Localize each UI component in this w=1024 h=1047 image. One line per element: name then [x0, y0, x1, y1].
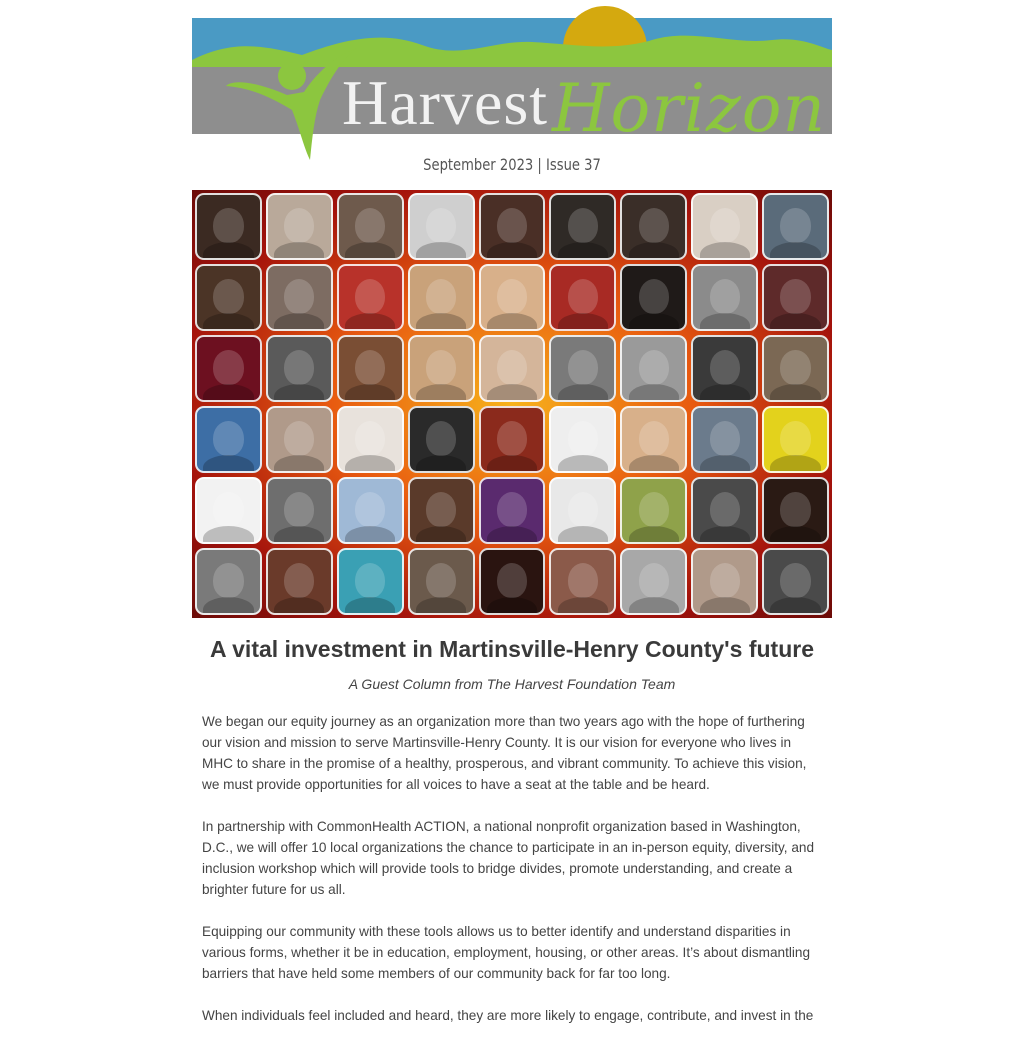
article-paragraph: We began our equity journey as an organization more than two years ago with the hope of furthering our vision and mission to serve Martinsville-Henry County. It is our vision for everyone who lives in MHC to share in the promise of a healthy, prosperous, and vibrant community. To achieve this vision, we must provide opportunities for all voices to have a seat at the table and be heard.: [202, 714, 807, 792]
portrait-photo: [549, 406, 616, 473]
portrait-photo: [620, 264, 687, 331]
portrait-photo: [762, 477, 829, 544]
portrait-photo: [762, 548, 829, 615]
portrait-photo: [195, 477, 262, 544]
portrait-photo: [479, 548, 546, 615]
portrait-photo: [762, 335, 829, 402]
figure-head-icon: [278, 62, 306, 90]
portrait-photo: [691, 477, 758, 544]
portrait-photo: [266, 335, 333, 402]
portrait-photo: [266, 264, 333, 331]
portrait-photo: [479, 406, 546, 473]
issue-date-line: September 2023 | Issue 37: [423, 155, 601, 174]
masthead-logo: [192, 0, 832, 185]
article-paragraph: Equipping our community with these tools allows us to better identify and understand disparities in various forms, whether it be in education, employment, housing, or other areas. It’s about dismantling barriers that have held some members of our community back for far too long.: [202, 924, 811, 981]
portrait-photo: [479, 264, 546, 331]
portrait-photo: [337, 477, 404, 544]
portrait-photo: [408, 406, 475, 473]
article-headline: A vital investment in Martinsville-Henry County's future: [209, 636, 814, 662]
portrait-photo: [549, 264, 616, 331]
portrait-photo: [691, 264, 758, 331]
portrait-photo: [408, 548, 475, 615]
article-body: [202, 711, 824, 1047]
portrait-photo: [620, 548, 687, 615]
portrait-photo: [337, 193, 404, 260]
portrait-photo: [195, 335, 262, 402]
brand-horizon-text: Horizon: [552, 70, 826, 147]
portrait-photo: [195, 406, 262, 473]
portrait-photo: [195, 193, 262, 260]
portrait-photo: [762, 406, 829, 473]
portrait-photo: [620, 477, 687, 544]
portrait-photo: [549, 548, 616, 615]
portrait-photo: [691, 548, 758, 615]
portrait-photo: [549, 193, 616, 260]
portrait-photo: [479, 477, 546, 544]
portrait-photo: [620, 406, 687, 473]
portrait-photo: [549, 335, 616, 402]
portrait-photo: [195, 548, 262, 615]
portrait-photo: [266, 477, 333, 544]
article-byline: A Guest Column from The Harvest Foundation Team: [348, 676, 676, 692]
portrait-photo: [762, 264, 829, 331]
portrait-photo: [266, 193, 333, 260]
portrait-photo: [337, 548, 404, 615]
portrait-photo: [620, 335, 687, 402]
article-paragraph: In partnership with CommonHealth ACTION, a national nonprofit organization based in Washington, D.C., we will offer 10 local organizations the chance to participate in an in-person equity, diversity, and inclusion workshop which will provide tools to bridge divides, promote understanding, and create a brighter future for us all.: [202, 819, 815, 897]
portrait-photo: [691, 406, 758, 473]
portrait-photo: [408, 264, 475, 331]
faces-photo-mosaic: [192, 190, 832, 618]
portrait-photo: [337, 335, 404, 402]
newsletter-page: [192, 0, 832, 1023]
portrait-photo: [195, 264, 262, 331]
brand-harvest-text: Harvest: [342, 67, 549, 138]
portrait-photo: [408, 477, 475, 544]
portrait-photo: [408, 335, 475, 402]
portrait-photo: [479, 193, 546, 260]
portrait-photo: [549, 477, 616, 544]
portrait-photo: [620, 193, 687, 260]
portrait-photo: [762, 193, 829, 260]
portrait-photo: [337, 264, 404, 331]
portrait-photo: [337, 406, 404, 473]
portrait-photo: [408, 193, 475, 260]
portrait-photo: [691, 335, 758, 402]
portrait-photo: [691, 193, 758, 260]
article-paragraph: When individuals feel included and heard, they are more likely to engage, contribute, and invest in the: [202, 1008, 814, 1023]
portrait-photo: [266, 548, 333, 615]
portrait-photo: [266, 406, 333, 473]
portrait-photo: [479, 335, 546, 402]
